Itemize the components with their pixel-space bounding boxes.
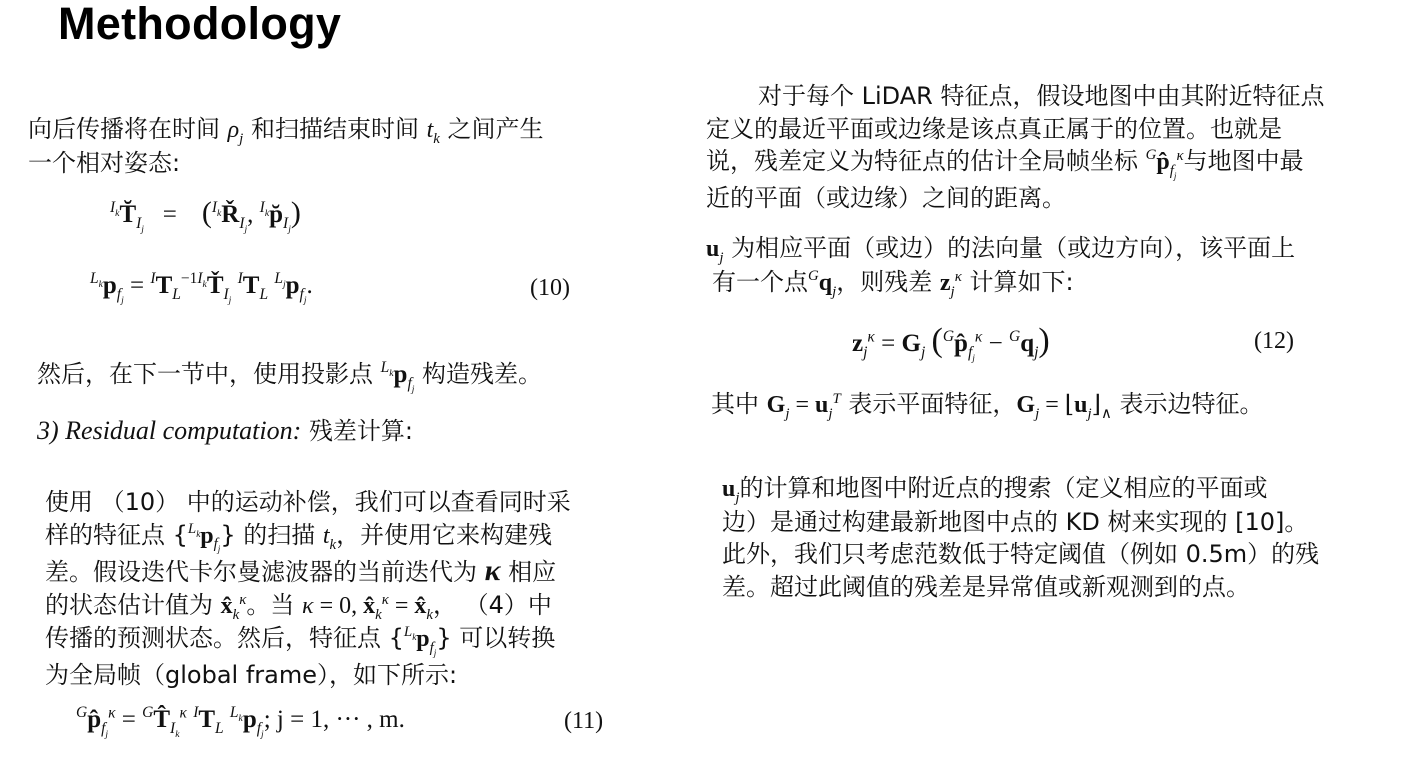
equation-11-number: (11) [564,708,604,734]
equation-10-number: (10) [530,275,570,301]
left-paragraph-3: 使用 （10） 中的运动补偿，我们可以查看同时采 样的特征点 $\{^{L_k}p_{f_j}\}$ 的扫描 $t_k$，并使用它来构建残 差。假设迭代卡尔曼滤波器的当前迭代为 κ 相应 的状态估计值为 $x̂_k^\kappa$。当 κ = 0, $x̂_k^\kappa$ = $x̂_k$， （4）中 传播的预测状态。然后，特征点 $\{^{L_k}p_{f_j}\}$ 可以转换 为全局帧（global frame），如下所示: [45,488,571,689]
equation-12: $z_j^\kappa = G_j$ $(^Gp̂_{f_j}^\kappa - ^Gq_j)$ [852,322,1050,365]
right-paragraph-2: $u_j$ 为相应平面（或边）的法向量（或边方向），该平面上 有一个点$^Gq_j$，则残差 $z_j^\kappa$ 计算如下: [706,234,1296,300]
right-paragraph-3: 其中 $G_j = u_j^T$ 表示平面特征，$G_j$ = $⌊u_j⌋_\wedge$ 表示边特征。 [711,390,1264,422]
section-heading: 3) Residual computation: 残差计算: [37,416,414,445]
equation-11: $^Gp̂_{f_j}^\kappa$ = $^GT̂_{I_k}^\kappa$ $^IT_L$ $^{L_k}p_{f_j}$; j = 1, ··· , m. [76,703,405,741]
left-paragraph-1: 向后传播将在时间 $\rho_j$ 和扫描结束时间 $t_k$ 之间产生 一个相对姿态: [28,115,544,177]
right-paragraph-1: 对于每个 LiDAR 特征点，假设地图中由其附近特征点 定义的最近平面或边缘是该点真正属于的位置。也就是 说，残差定义为特征点的估计全局帧坐标 $^Gp̂_{f_j}^\kappa$与地图中最 近的平面（或边缘）之间的距离。 [706,82,1325,212]
slide-title: Methodology [58,0,342,49]
equation-relative-pose: $^{I_k}T̆_{I_j}$ = ($^{I_k}Ř_{I_j}$, $^{I_k}p̆_{I_j}$) [110,196,301,236]
equation-10: $^{L_k}p_{f_j}$ = $^IT_L^{-1I_k}Ť_{I_j}$ $^IT_L$ $^{L_j}p_{f_j}$. [90,269,313,307]
equation-12-number: (12) [1254,328,1294,354]
right-paragraph-4: $u_j$的计算和地图中附近点的搜索（定义相应的平面或 边）是通过构建最新地图中点的 KD 树来实现的 [10]。 此外，我们只考虑范数低于特定阈值（例如 0.5m）的残 差。超过此阈值的残差是异常值或新观测到的点。 [722,474,1320,601]
left-paragraph-2: 然后，在下一节中，使用投影点 $^{L_k}p_{f_j}$ 构造残差。 [37,358,543,396]
